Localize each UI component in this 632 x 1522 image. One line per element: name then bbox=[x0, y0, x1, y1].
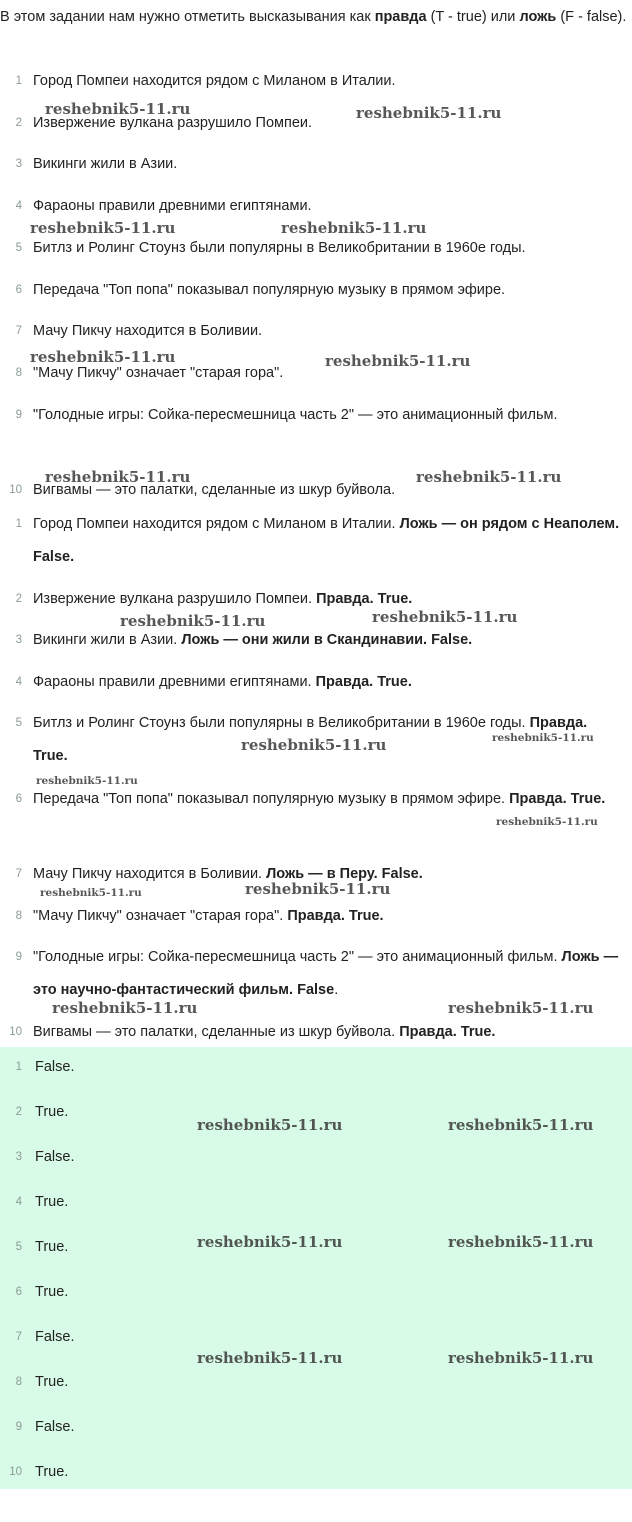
item-number: 5 bbox=[15, 242, 22, 254]
item-text: Мачу Пикчу находится в Боливии. bbox=[33, 866, 267, 882]
item-number: 1 bbox=[15, 518, 22, 530]
item-number: 8 bbox=[15, 367, 22, 379]
list-item bbox=[0, 1141, 632, 1174]
list-item bbox=[0, 1186, 632, 1219]
watermark: reshebnik5-11.ru bbox=[448, 999, 594, 1017]
watermark: reshebnik5-11.ru bbox=[492, 732, 594, 744]
item-text: "Голодные игры: Сойка-пересмешница часть 2" — это анимационный фильм. bbox=[33, 407, 558, 423]
watermark: reshebnik5-11.ru bbox=[45, 100, 191, 118]
item-text: Извержение вулкана разрушило Помпеи. bbox=[33, 115, 313, 131]
watermark: reshebnik5-11.ru bbox=[325, 352, 471, 370]
item-text: Битлз и Ролинг Стоунз были популярны в Великобритании в 1960е годы. bbox=[33, 715, 530, 731]
item-number: 5 bbox=[15, 1241, 22, 1253]
item-number: 7 bbox=[15, 325, 22, 337]
watermark: reshebnik5-11.ru bbox=[448, 1349, 594, 1367]
item-verdict: Правда. True. bbox=[316, 591, 413, 607]
watermark: reshebnik5-11.ru bbox=[241, 736, 387, 754]
item-text: Город Помпеи находится рядом с Миланом в Италии. bbox=[33, 73, 396, 89]
answer-text: False. bbox=[35, 1149, 75, 1165]
item-verdict: Правда. True. bbox=[287, 908, 384, 924]
watermark: reshebnik5-11.ru bbox=[45, 468, 191, 486]
watermark: reshebnik5-11.ru bbox=[448, 1233, 594, 1251]
item-verdict: Ложь — это научно-фантастический фильм. False bbox=[33, 949, 619, 998]
item-number: 6 bbox=[15, 284, 22, 296]
answer-text: True. bbox=[35, 1239, 69, 1255]
list-item bbox=[0, 1411, 632, 1444]
list-item bbox=[0, 315, 632, 348]
item-number: 2 bbox=[15, 593, 22, 605]
item-verdict: Ложь — он рядом с Неаполем. False. bbox=[33, 516, 620, 565]
answer-text: False. bbox=[35, 1419, 75, 1435]
item-number: 9 bbox=[15, 951, 22, 963]
list-item bbox=[0, 1016, 632, 1049]
intro-text-2: (T - true) или bbox=[426, 9, 520, 25]
item-verdict: Правда. True. bbox=[509, 791, 606, 807]
item-text: Викинги жили в Азии. bbox=[33, 632, 182, 648]
list-item bbox=[0, 1051, 632, 1084]
list-item bbox=[0, 783, 632, 816]
list-item bbox=[0, 1366, 632, 1399]
watermark: reshebnik5-11.ru bbox=[372, 608, 518, 626]
item-number: 1 bbox=[15, 1061, 22, 1073]
item-text: Город Помпеи находится рядом с Миланом в Италии. bbox=[33, 516, 400, 532]
item-verdict: Правда. True. bbox=[399, 1024, 496, 1040]
list-item bbox=[0, 583, 632, 616]
item-text: Мачу Пикчу находится в Боливии. bbox=[33, 323, 263, 339]
list-item bbox=[0, 1456, 632, 1489]
item-text: "Мачу Пикчу" означает "старая гора". bbox=[33, 908, 288, 924]
watermark: reshebnik5-11.ru bbox=[120, 612, 266, 630]
list-item bbox=[0, 624, 632, 657]
item-verdict: Правда. True. bbox=[33, 715, 588, 764]
answer-text: True. bbox=[35, 1104, 69, 1120]
item-text: Фараоны правили древними египтянами. bbox=[33, 674, 316, 690]
item-text: Передача "Топ попа" показывал популярную музыку в прямом эфире. bbox=[33, 791, 510, 807]
watermark: reshebnik5-11.ru bbox=[30, 219, 176, 237]
item-text: Викинги жили в Азии. bbox=[33, 156, 178, 172]
item-number: 2 bbox=[15, 1106, 22, 1118]
watermark: reshebnik5-11.ru bbox=[197, 1349, 343, 1367]
item-text: Битлз и Ролинг Стоунз были популярны в Великобритании в 1960е годы. bbox=[33, 240, 526, 256]
answer-text: True. bbox=[35, 1284, 69, 1300]
watermark: reshebnik5-11.ru bbox=[52, 999, 198, 1017]
item-text: Фараоны правили древними египтянами. bbox=[33, 198, 312, 214]
answer-text: False. bbox=[35, 1059, 75, 1075]
item-text: "Мачу Пикчу" означает "старая гора". bbox=[33, 365, 284, 381]
list-item bbox=[0, 148, 632, 181]
list-item bbox=[0, 508, 632, 574]
item-verdict: Ложь — они жили в Скандинавии. False. bbox=[181, 632, 473, 648]
answer-text: True. bbox=[35, 1374, 69, 1390]
item-text: "Голодные игры: Сойка-пересмешница часть 2" — это анимационный фильм. bbox=[33, 949, 562, 965]
item-number: 9 bbox=[15, 409, 22, 421]
answer-text: True. bbox=[35, 1194, 69, 1210]
watermark: reshebnik5-11.ru bbox=[448, 1116, 594, 1134]
watermark: reshebnik5-11.ru bbox=[30, 348, 176, 366]
list-item bbox=[0, 900, 632, 933]
list-item bbox=[0, 399, 632, 432]
item-number: 6 bbox=[15, 793, 22, 805]
item-number: 3 bbox=[15, 634, 22, 646]
watermark: reshebnik5-11.ru bbox=[197, 1233, 343, 1251]
watermark: reshebnik5-11.ru bbox=[36, 775, 138, 787]
watermark: reshebnik5-11.ru bbox=[197, 1116, 343, 1134]
item-number: 8 bbox=[15, 910, 22, 922]
item-number: 4 bbox=[15, 676, 22, 688]
watermark: reshebnik5-11.ru bbox=[496, 816, 598, 828]
item-verdict: Ложь — в Перу. False. bbox=[266, 866, 423, 882]
item-tail: . bbox=[334, 982, 339, 998]
list-item bbox=[0, 65, 632, 98]
item-number: 7 bbox=[15, 868, 22, 880]
intro-true-word: правда bbox=[374, 9, 427, 25]
item-number: 4 bbox=[15, 200, 22, 212]
intro-text-1: В этом задании нам нужно отметить высказывания как bbox=[0, 9, 375, 25]
watermark: reshebnik5-11.ru bbox=[281, 219, 427, 237]
watermark: reshebnik5-11.ru bbox=[245, 880, 391, 898]
list-item bbox=[0, 941, 632, 1007]
item-number: 8 bbox=[15, 1376, 22, 1388]
answer-text: True. bbox=[35, 1464, 69, 1480]
item-number: 6 bbox=[15, 1286, 22, 1298]
list-item bbox=[0, 274, 632, 307]
item-number: 10 bbox=[9, 1026, 22, 1038]
intro-text-3: (F - false). bbox=[556, 9, 627, 25]
item-verdict: Правда. True. bbox=[315, 674, 412, 690]
item-number: 5 bbox=[15, 717, 22, 729]
item-text: Передача "Топ попа" показывал популярную музыку в прямом эфире. bbox=[33, 282, 506, 298]
watermark: reshebnik5-11.ru bbox=[40, 887, 142, 899]
intro-false-word: ложь bbox=[519, 9, 557, 25]
intro-paragraph bbox=[0, 0, 632, 34]
item-number: 3 bbox=[15, 1151, 22, 1163]
item-number: 3 bbox=[15, 158, 22, 170]
answers-block bbox=[0, 1047, 632, 1489]
list-item bbox=[0, 1276, 632, 1309]
item-text: Вигвамы — это палатки, сделанные из шкур буйвола. bbox=[33, 482, 396, 498]
answer-text: False. bbox=[35, 1329, 75, 1345]
item-number: 1 bbox=[15, 75, 22, 87]
item-text: Извержение вулкана разрушило Помпеи. bbox=[33, 591, 317, 607]
list-item bbox=[0, 666, 632, 699]
item-number: 2 bbox=[15, 117, 22, 129]
item-number: 10 bbox=[9, 1466, 22, 1478]
watermark: reshebnik5-11.ru bbox=[356, 104, 502, 122]
item-number: 10 bbox=[9, 484, 22, 496]
item-number: 9 bbox=[15, 1421, 22, 1433]
item-text: Вигвамы — это палатки, сделанные из шкур буйвола. bbox=[33, 1024, 400, 1040]
watermark: reshebnik5-11.ru bbox=[416, 468, 562, 486]
item-number: 4 bbox=[15, 1196, 22, 1208]
item-number: 7 bbox=[15, 1331, 22, 1343]
